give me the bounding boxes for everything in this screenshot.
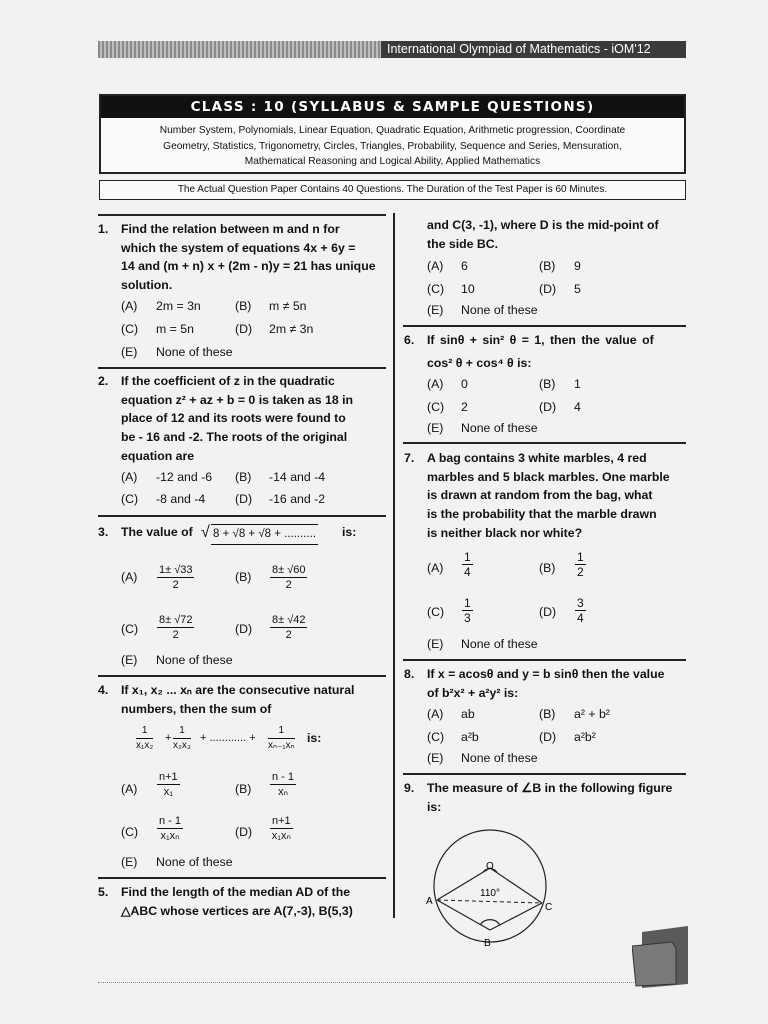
numerator: 1 xyxy=(136,724,153,739)
option-label[interactable]: (E) xyxy=(121,855,138,869)
option-d-fraction xyxy=(575,596,586,625)
question-text: and C(3, -1), where D is the mid-point of xyxy=(427,218,659,232)
question-3 xyxy=(98,523,388,545)
question-text: is the probability that the marble drawn xyxy=(427,507,657,522)
option-label[interactable]: (D) xyxy=(235,622,253,636)
syllabus-line: Number System, Polynomials, Linear Equation, Quadratic Equation, Arithmetic progression, Coordinate xyxy=(159,125,626,136)
option-label[interactable]: (E) xyxy=(121,653,138,667)
question-text: The measure of ∠B in the following figure xyxy=(427,781,673,795)
question-text: equation are xyxy=(121,448,195,463)
option-label[interactable]: (D) xyxy=(539,730,557,744)
question-text: is: xyxy=(307,731,322,745)
option-label[interactable]: (E) xyxy=(427,751,444,765)
option-c-fraction xyxy=(157,814,183,843)
option-value: None of these xyxy=(461,303,538,317)
option-c-fraction xyxy=(157,613,194,642)
column-divider xyxy=(393,213,395,918)
question-text: the side BC. xyxy=(427,236,499,251)
header-stripe xyxy=(98,41,381,58)
question-number: 6. xyxy=(404,333,415,347)
option-value: 2m ≠ 3n xyxy=(269,322,314,336)
segment-ab xyxy=(437,900,490,930)
question-number: 4. xyxy=(98,683,109,697)
option-label[interactable]: (B) xyxy=(539,377,556,391)
option-b-fraction xyxy=(270,770,296,799)
numerator: 8± √72 xyxy=(159,614,193,626)
option-label[interactable]: (C) xyxy=(121,825,139,839)
question-separator xyxy=(98,877,386,879)
question-4 xyxy=(98,681,388,721)
class-syllabus-box xyxy=(99,94,686,174)
option-label[interactable]: (D) xyxy=(235,322,253,336)
option-label[interactable]: (D) xyxy=(539,400,557,414)
question-separator xyxy=(98,367,386,369)
plus-sign: + xyxy=(165,732,172,744)
segment-bc xyxy=(490,903,542,930)
question-number: 3. xyxy=(98,525,109,539)
option-value: m ≠ 5n xyxy=(269,299,307,313)
denominator: 2 xyxy=(172,629,179,641)
question-text: equation z² + az + b = 0 is taken as 18 in xyxy=(121,392,354,407)
option-value: 2m = 3n xyxy=(156,299,201,313)
option-label[interactable]: (A) xyxy=(121,570,138,584)
question-2 xyxy=(98,372,388,467)
denominator: x₁x₂ xyxy=(136,740,154,751)
option-d-fraction xyxy=(270,814,293,843)
option-value: None of these xyxy=(156,855,233,869)
option-label[interactable]: (A) xyxy=(427,259,444,273)
numerator: 1 xyxy=(268,724,295,739)
question-text: which the system of equations 4x + 6y = xyxy=(121,240,356,255)
question-text: If x₁, x₂ ... xₙ are the consecutive natural xyxy=(121,683,355,697)
question-number: 7. xyxy=(404,451,415,465)
option-value: 9 xyxy=(574,259,581,273)
question-number: 2. xyxy=(98,374,109,388)
option-label[interactable]: (B) xyxy=(539,259,556,273)
label-o: O xyxy=(486,861,494,872)
question-5-continued xyxy=(404,216,694,256)
denominator: 3 xyxy=(464,611,471,625)
question-1 xyxy=(98,220,388,300)
exam-note: The Actual Question Paper Contains 40 Questions. The Duration of the Test Paper is 60 Minutes. xyxy=(99,180,686,200)
question-text: solution. xyxy=(121,278,173,293)
class-title: CLASS : 10 (SYLLABUS & SAMPLE QUESTIONS) xyxy=(101,96,684,118)
option-value: 0 xyxy=(461,377,468,391)
option-value: None of these xyxy=(156,345,233,359)
option-label[interactable]: (C) xyxy=(427,400,445,414)
option-label[interactable]: (C) xyxy=(121,492,139,506)
numerator: n - 1 xyxy=(272,771,295,783)
option-value: None of these xyxy=(156,653,233,667)
option-value: 5 xyxy=(574,282,581,296)
question-number: 1. xyxy=(98,222,109,236)
series-term-n xyxy=(268,724,295,753)
option-label[interactable]: (E) xyxy=(121,345,138,359)
denominator: xₙ₋₁xₙ xyxy=(268,740,295,751)
option-value: -8 and -4 xyxy=(156,492,206,506)
option-value: None of these xyxy=(461,751,538,765)
numerator: 8± √60 xyxy=(272,564,306,576)
option-label[interactable]: (D) xyxy=(539,282,557,296)
denominator: xₙ xyxy=(278,786,288,798)
option-value: a²b² xyxy=(574,730,596,744)
option-label[interactable]: (D) xyxy=(235,492,253,506)
option-label[interactable]: (E) xyxy=(427,421,444,435)
option-label[interactable]: (E) xyxy=(427,303,444,317)
question-text: If sinθ + sin² θ = 1, then the value of xyxy=(427,333,654,347)
option-value: 10 xyxy=(461,282,475,296)
circle-figure xyxy=(420,818,570,958)
footer-dotted-line xyxy=(98,982,686,983)
denominator: x₂x₃ xyxy=(173,740,191,751)
question-text: If the coefficient of z in the quadratic xyxy=(121,374,335,388)
option-value: a² + b² xyxy=(574,707,610,721)
denominator: 4 xyxy=(577,611,584,625)
option-label[interactable]: (A) xyxy=(427,707,444,721)
numerator: 1 xyxy=(464,596,471,610)
syllabus-line: Geometry, Statistics, Trigonometry, Circles, Triangles, Probability, Sequence and Series, Mensuration, xyxy=(163,140,622,152)
option-label[interactable]: (C) xyxy=(427,282,445,296)
option-label[interactable]: (B) xyxy=(539,561,556,575)
question-text: place of 12 and its roots were found to xyxy=(121,411,346,426)
option-label[interactable]: (E) xyxy=(427,637,444,651)
question-text: numbers, then the sum of xyxy=(121,701,272,716)
option-value: -16 and -2 xyxy=(269,492,326,506)
denominator: x₁xₙ xyxy=(160,830,180,842)
option-label[interactable]: (B) xyxy=(235,470,252,484)
option-value: None of these xyxy=(461,421,538,435)
syllabus-text xyxy=(101,118,684,170)
option-value: 1 xyxy=(574,377,581,391)
question-5 xyxy=(98,883,388,923)
question-separator xyxy=(98,675,386,677)
option-value: 6 xyxy=(461,259,468,273)
question-separator xyxy=(403,659,686,661)
series-term-2 xyxy=(173,724,191,753)
question-number: 5. xyxy=(98,885,109,899)
question-text: be - 16 and -2. The roots of the original xyxy=(121,430,348,445)
option-label[interactable]: (A) xyxy=(121,470,138,484)
question-text: marbles and 5 black marbles. One marble xyxy=(427,469,670,484)
denominator: x₁ xyxy=(163,786,173,798)
option-value: ab xyxy=(461,707,475,721)
question-text: Find the length of the median AD of the xyxy=(121,885,351,899)
question-separator xyxy=(403,773,686,775)
question-text: of b²x² + a²y² is: xyxy=(427,685,519,700)
numerator: 1 xyxy=(173,724,191,739)
question-text: Find the relation between m and n for xyxy=(121,222,340,236)
nested-radical: 8 + √8 + √8 + .......... xyxy=(211,524,318,545)
question-separator xyxy=(98,214,386,216)
option-label[interactable]: (A) xyxy=(427,377,444,391)
question-text: cos² θ + cos⁴ θ is: xyxy=(427,356,532,370)
series-dots: + ............ + xyxy=(200,732,256,744)
option-value: 2 xyxy=(461,400,468,414)
angle-arc-b xyxy=(480,920,500,925)
label-c: C xyxy=(545,902,553,913)
option-a-fraction xyxy=(462,550,473,579)
circle-outline xyxy=(434,830,546,942)
option-value: a²b xyxy=(461,730,479,744)
numerator: 8± √42 xyxy=(272,614,306,626)
option-b-fraction xyxy=(575,550,586,579)
question-6 xyxy=(404,331,694,376)
numerator: n - 1 xyxy=(159,815,182,827)
question-8 xyxy=(404,665,694,705)
series-term-1 xyxy=(136,724,153,753)
option-label[interactable]: (A) xyxy=(427,561,444,575)
question-separator xyxy=(98,515,386,517)
denominator: 4 xyxy=(464,565,471,579)
option-label[interactable]: (C) xyxy=(121,622,139,636)
question-text: is drawn at random from the bag, what xyxy=(427,488,653,503)
option-a-fraction xyxy=(157,770,180,799)
denominator: 2 xyxy=(172,579,179,591)
option-label[interactable]: (C) xyxy=(427,605,445,619)
option-label[interactable]: (B) xyxy=(235,570,252,584)
question-text: A bag contains 3 white marbles, 4 red xyxy=(427,451,647,465)
option-d-fraction xyxy=(270,613,307,642)
option-label[interactable]: (C) xyxy=(427,730,445,744)
denominator: 2 xyxy=(577,565,584,579)
chord-ac xyxy=(437,900,542,903)
option-label[interactable]: (B) xyxy=(235,782,252,796)
option-value: -12 and -6 xyxy=(156,470,213,484)
question-separator xyxy=(403,325,686,327)
option-label[interactable]: (A) xyxy=(121,782,138,796)
numerator: n+1 xyxy=(159,771,178,783)
option-value: m = 5n xyxy=(156,322,194,336)
question-number: 8. xyxy=(404,667,415,681)
option-c-fraction xyxy=(462,596,473,625)
question-text: If x = acosθ and y = b sinθ then the value xyxy=(427,667,665,681)
page-corner-icon xyxy=(632,924,688,988)
option-label[interactable]: (D) xyxy=(539,605,557,619)
numerator: 1± √33 xyxy=(159,564,193,576)
question-text: △ABC whose vertices are A(7,-3), B(5,3) xyxy=(121,903,353,918)
syllabus-line: Mathematical Reasoning and Logical Ability, Applied Mathematics xyxy=(244,156,541,167)
question-number: 9. xyxy=(404,781,415,795)
header-title: International Olympiad of Mathematics - iOM'12 xyxy=(381,41,686,58)
label-a: A xyxy=(426,896,433,907)
question-text: The value of xyxy=(121,525,193,539)
question-text: is: xyxy=(427,799,442,814)
numerator: 3 xyxy=(577,596,584,610)
question-text: 14 and (m + n) x + (2m - n)y = 21 has unique xyxy=(121,259,376,274)
option-a-fraction xyxy=(157,563,194,592)
option-label[interactable]: (B) xyxy=(235,299,252,313)
option-b-fraction xyxy=(270,563,307,592)
numerator: n+1 xyxy=(272,815,291,827)
option-value: -14 and -4 xyxy=(269,470,326,484)
denominator: 2 xyxy=(285,629,292,641)
numerator: 1 xyxy=(464,550,471,564)
radical-icon: √ xyxy=(201,524,210,541)
option-value: 4 xyxy=(574,400,581,414)
option-label[interactable]: (A) xyxy=(121,299,138,313)
option-value: None of these xyxy=(461,637,538,651)
option-label[interactable]: (C) xyxy=(121,322,139,336)
denominator: 2 xyxy=(285,579,292,591)
label-b: B xyxy=(484,938,491,949)
question-7 xyxy=(404,449,694,544)
option-label[interactable]: (B) xyxy=(539,707,556,721)
question-separator xyxy=(403,442,686,444)
question-text: is: xyxy=(342,525,357,539)
numerator: 1 xyxy=(577,550,584,564)
angle-label: 110° xyxy=(480,888,500,899)
option-label[interactable]: (D) xyxy=(235,825,253,839)
question-9 xyxy=(404,779,694,819)
denominator: x₁xₙ xyxy=(271,830,291,842)
question-text: is neither black nor white? xyxy=(427,525,583,540)
